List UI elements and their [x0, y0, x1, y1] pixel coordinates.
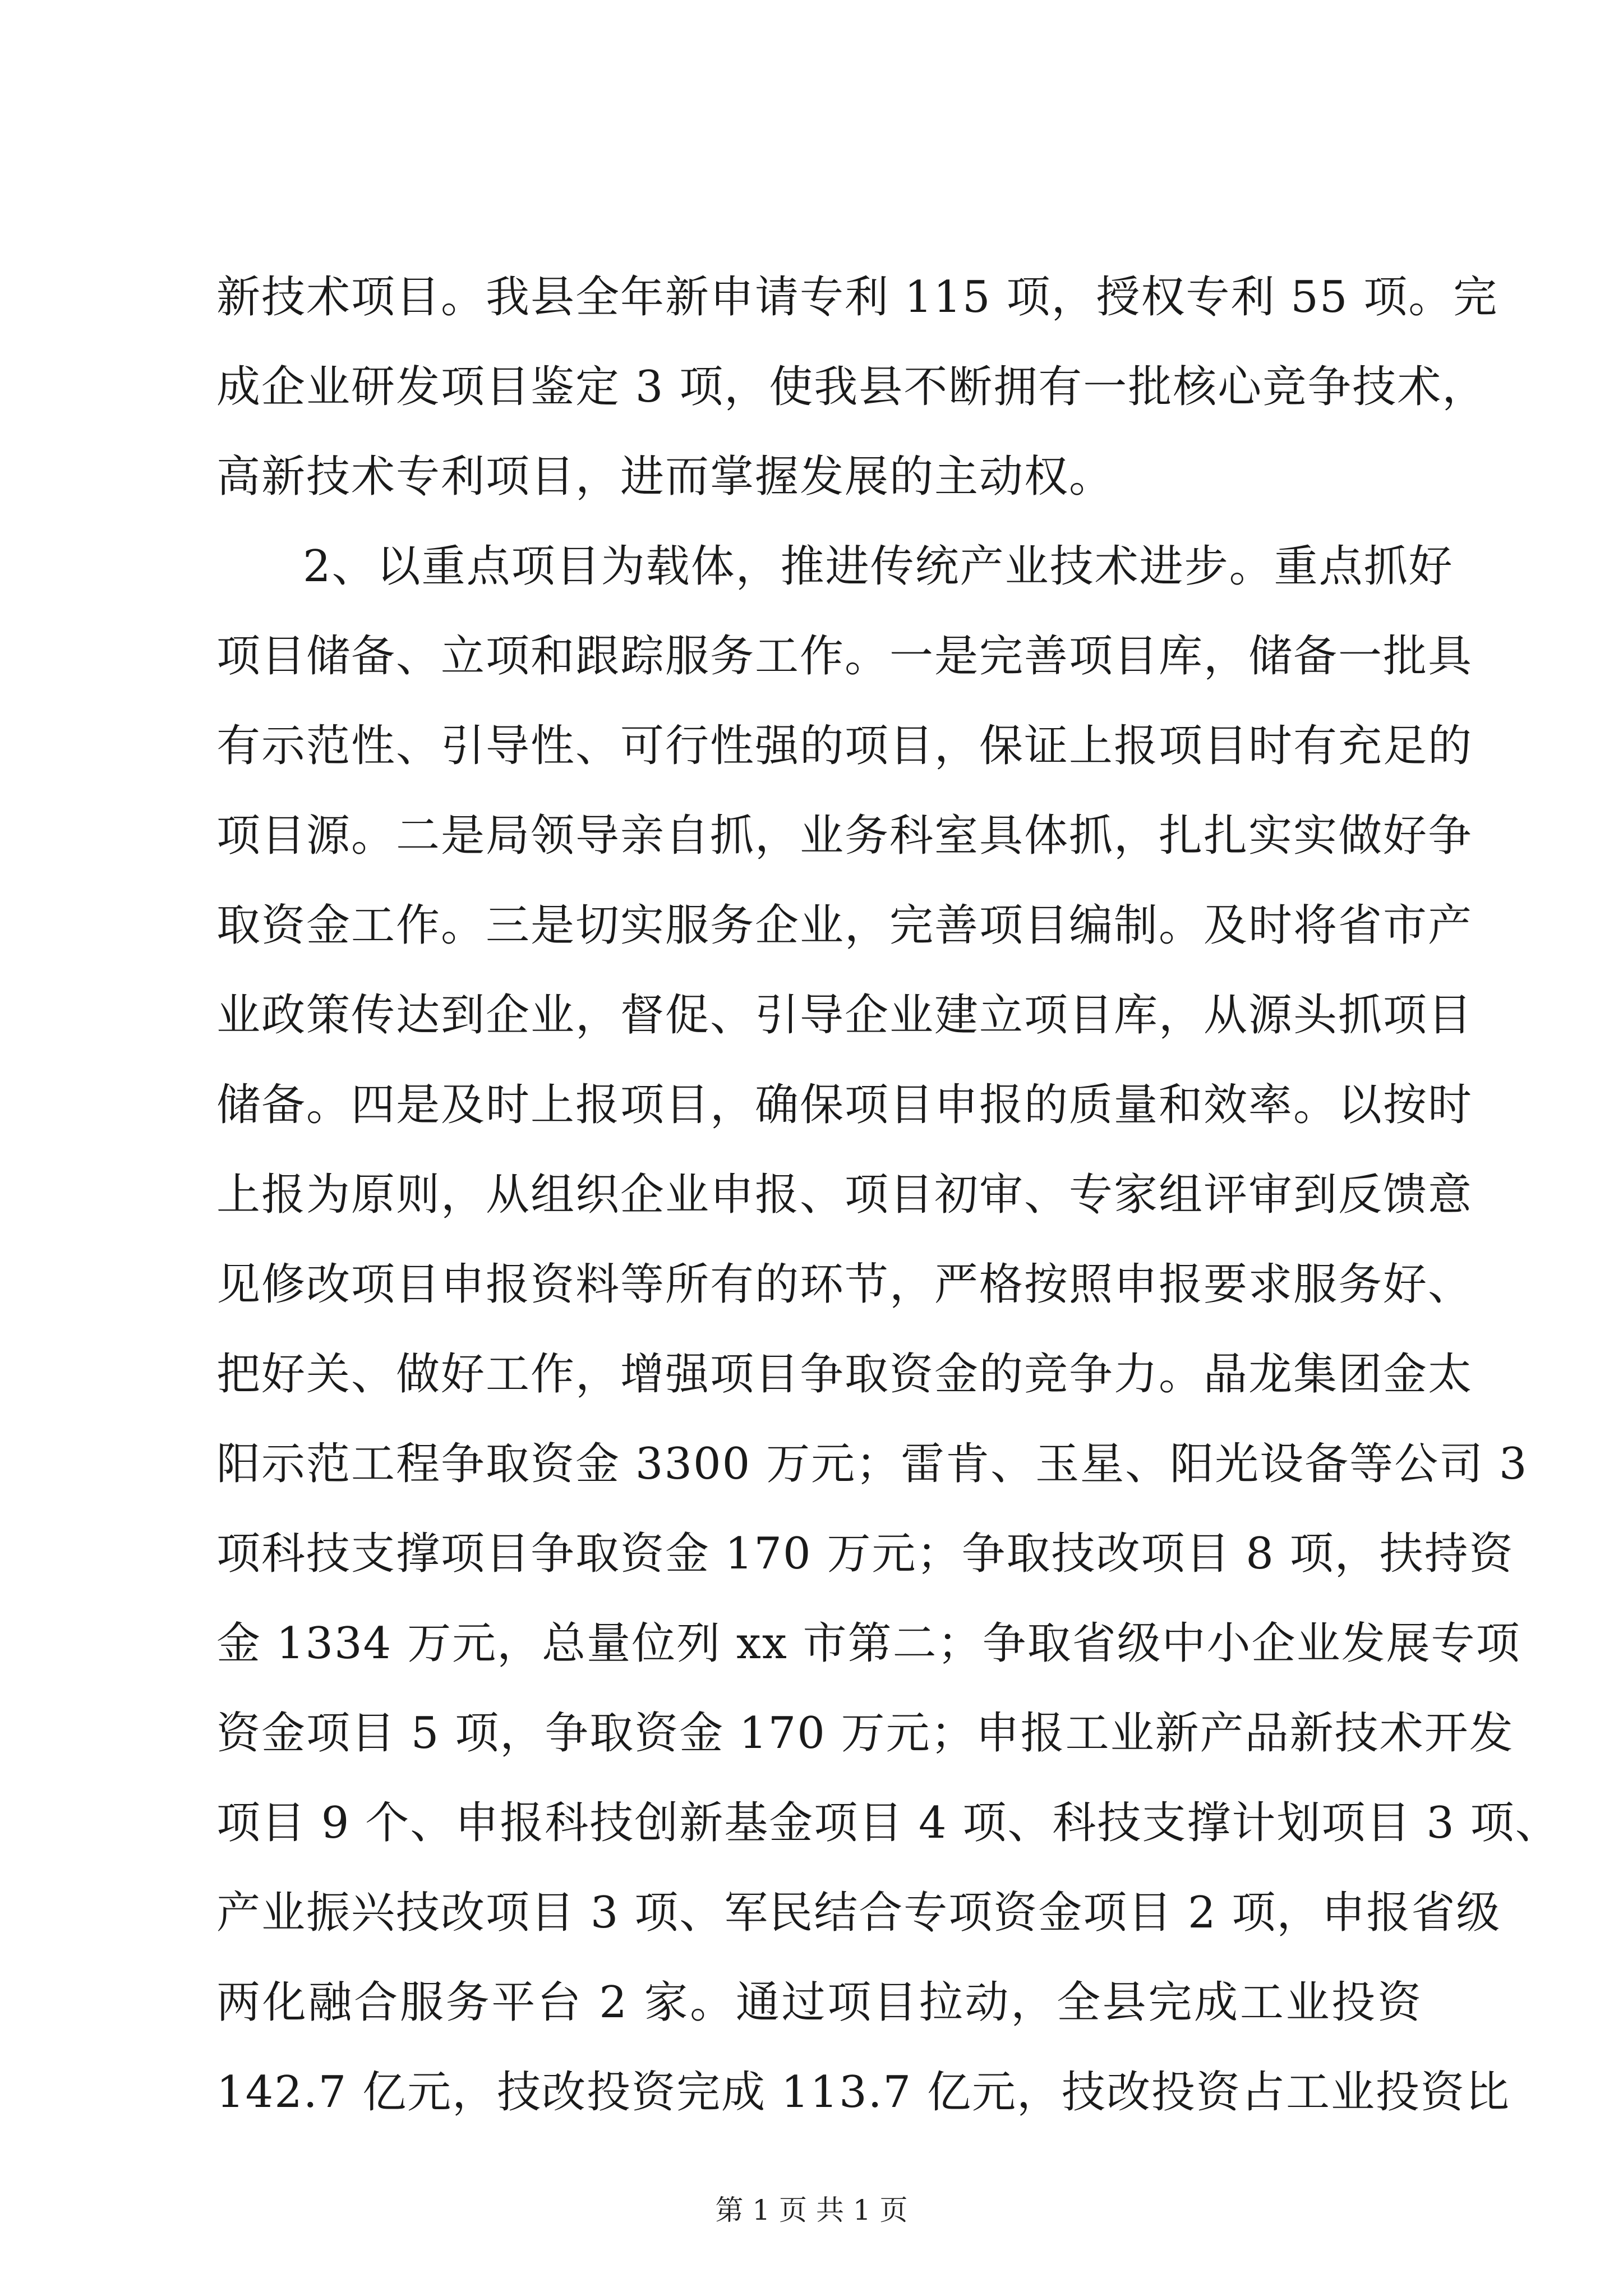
- text-line: 资金项目 5 项，争取资金 170 万元；申报工业新产品新技术开发: [216, 1708, 1514, 1759]
- text-line: 项目源。二是局领导亲自抓，业务科室具体抓，扎扎实实做好争: [216, 811, 1473, 861]
- text-line: 取资金工作。三是切实服务企业，完善项目编制。及时将省市产: [216, 900, 1473, 951]
- text-line: 见修改项目申报资料等所有的环节，严格按照申报要求服务好、: [216, 1259, 1473, 1310]
- text-line: 项目 9 个、申报科技创新基金项目 4 项、科技支撑计划项目 3 项、: [216, 1798, 1560, 1848]
- text-line: 两化融合服务平台 2 家。通过项目拉动，全县完成工业投资: [216, 1977, 1422, 2028]
- text-line: 把好关、做好工作，增强项目争取资金的竞争力。晶龙集团金太: [216, 1349, 1473, 1400]
- text-line: 成企业研发项目鉴定 3 项，使我县不断拥有一批核心竞争技术，: [216, 362, 1487, 412]
- text-line: 上报为原则，从组织企业申报、项目初审、专家组评审到反馈意: [216, 1170, 1473, 1220]
- text-line: 阳示范工程争取资金 3300 万元；雷肯、玉星、阳光设备等公司 3: [216, 1439, 1528, 1489]
- page-footer: 第 1 页 共 1 页: [715, 2194, 908, 2226]
- text-line: 储备。四是及时上报项目，确保项目申报的质量和效率。以按时: [216, 1080, 1473, 1130]
- text-line: 项科技支撑项目争取资金 170 万元；争取技改项目 8 项，扶持资: [216, 1529, 1514, 1579]
- text-line: 产业振兴技改项目 3 项、军民结合专项资金项目 2 项，申报省级: [216, 1888, 1501, 1938]
- text-line: 项目储备、立项和跟踪服务工作。一是完善项目库，储备一批具: [216, 631, 1473, 682]
- text-line: 金 1334 万元，总量位列 xx 市第二；争取省级中小企业发展专项: [216, 1618, 1521, 1669]
- text-line: 142.7 亿元，技改投资完成 113.7 亿元，技改投资占工业投资比: [216, 2067, 1510, 2118]
- text-line: 业政策传达到企业，督促、引导企业建立项目库，从源头抓项目: [216, 990, 1473, 1041]
- paragraph-start-line: 2、以重点项目为载体，推进传统产业技术进步。重点抓好: [303, 541, 1454, 592]
- text-line: 新技术项目。我县全年新申请专利 115 项，授权专利 55 项。完: [216, 272, 1498, 323]
- text-line: 高新技术专利项目，进而掌握发展的主动权。: [216, 452, 1114, 502]
- text-line: 有示范性、引导性、可行性强的项目，保证上报项目时有充足的: [216, 721, 1473, 771]
